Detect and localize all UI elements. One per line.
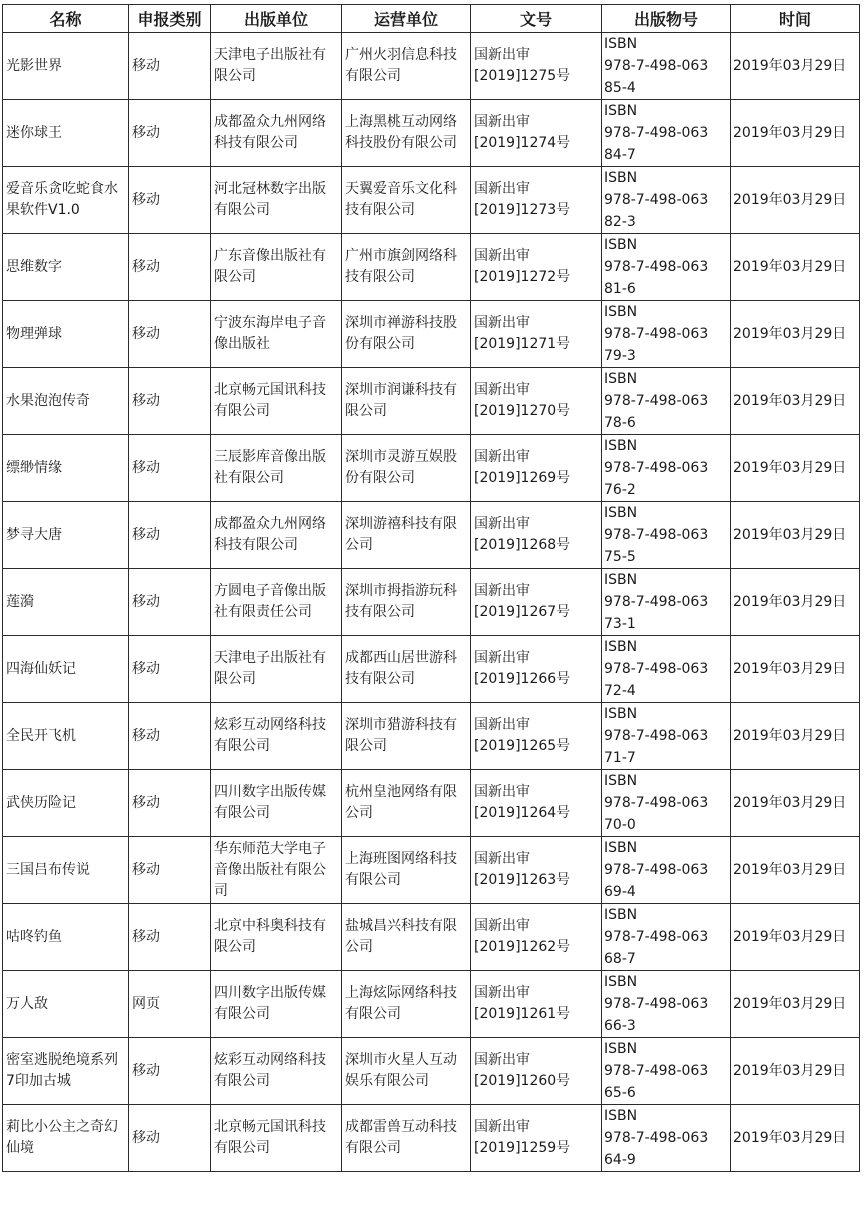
cell-publisher: 宁波东海岸电子音像出版社: [211, 301, 342, 368]
doc-number-prefix: 国新出审: [474, 650, 530, 666]
table-row: [3, 33, 860, 100]
cell-doc-number: [471, 33, 602, 100]
cell-isbn: [602, 837, 731, 904]
cell-date: 2019年03月29日: [731, 100, 860, 167]
cell-operator: 上海班图网络科技有限公司: [342, 837, 471, 904]
cell-operator: 深圳游禧科技有限公司: [342, 502, 471, 569]
cell-isbn: [602, 1105, 731, 1172]
doc-number-prefix: 国新出审: [474, 918, 530, 934]
cell-date: 2019年03月29日: [731, 569, 860, 636]
cell-publisher: 北京中科奥科技有限公司: [211, 904, 342, 971]
doc-number-code: [2019]1271号: [474, 336, 571, 352]
cell-date: 2019年03月29日: [731, 770, 860, 837]
cell-category: 移动: [129, 368, 211, 435]
cell-name: 思维数字: [3, 234, 129, 301]
cell-category: 移动: [129, 770, 211, 837]
doc-number-prefix: 国新出审: [474, 382, 530, 398]
isbn-label: ISBN: [604, 974, 638, 990]
header-category: 申报类别: [129, 5, 211, 33]
cell-name: 光影世界: [3, 33, 129, 100]
isbn-prefix: 978-7-498-063: [604, 326, 709, 342]
cell-date: 2019年03月29日: [731, 368, 860, 435]
doc-number-code: [2019]1261号: [474, 1006, 571, 1022]
cell-operator: 天翼爱音乐文化科技有限公司: [342, 167, 471, 234]
isbn-label: ISBN: [604, 304, 638, 320]
doc-number-code: [2019]1266号: [474, 671, 571, 687]
cell-date: 2019年03月29日: [731, 301, 860, 368]
cell-name: 缥缈情缘: [3, 435, 129, 502]
cell-doc-number: [471, 100, 602, 167]
cell-isbn: [602, 703, 731, 770]
cell-category: 移动: [129, 703, 211, 770]
cell-name: 万人敌: [3, 971, 129, 1038]
cell-doc-number: [471, 301, 602, 368]
doc-number-prefix: 国新出审: [474, 449, 530, 465]
table-body: [3, 33, 860, 1172]
cell-doc-number: [471, 167, 602, 234]
doc-number-code: [2019]1263号: [474, 872, 571, 888]
isbn-label: ISBN: [604, 639, 638, 655]
cell-doc-number: [471, 971, 602, 1038]
isbn-label: ISBN: [604, 237, 638, 253]
cell-publisher: 广东音像出版社有限公司: [211, 234, 342, 301]
table-row: [3, 770, 860, 837]
isbn-label: ISBN: [604, 840, 638, 856]
header-operator: 运营单位: [342, 5, 471, 33]
cell-category: 移动: [129, 301, 211, 368]
isbn-prefix: 978-7-498-063: [604, 795, 709, 811]
isbn-suffix: 66-3: [604, 1018, 636, 1034]
cell-date: 2019年03月29日: [731, 636, 860, 703]
isbn-prefix: 978-7-498-063: [604, 594, 709, 610]
cell-isbn: [602, 636, 731, 703]
isbn-prefix: 978-7-498-063: [604, 1063, 709, 1079]
cell-doc-number: [471, 502, 602, 569]
cell-operator: 成都西山居世游科技有限公司: [342, 636, 471, 703]
doc-number-code: [2019]1265号: [474, 738, 571, 754]
cell-category: 移动: [129, 636, 211, 703]
cell-publisher: 炫彩互动网络科技有限公司: [211, 1038, 342, 1105]
cell-operator: 成都雷兽互动科技有限公司: [342, 1105, 471, 1172]
cell-category: 移动: [129, 502, 211, 569]
doc-number-prefix: 国新出审: [474, 717, 530, 733]
table-header: [3, 5, 860, 33]
cell-category: 移动: [129, 837, 211, 904]
cell-operator: 广州火羽信息科技有限公司: [342, 33, 471, 100]
isbn-label: ISBN: [604, 706, 638, 722]
isbn-suffix: 84-7: [604, 147, 636, 163]
cell-category: 移动: [129, 167, 211, 234]
isbn-suffix: 68-7: [604, 951, 636, 967]
doc-number-prefix: 国新出审: [474, 1052, 530, 1068]
isbn-prefix: 978-7-498-063: [604, 58, 709, 74]
cell-name: 莲漪: [3, 569, 129, 636]
cell-publisher: 四川数字出版传媒有限公司: [211, 770, 342, 837]
table-row: [3, 234, 860, 301]
doc-number-prefix: 国新出审: [474, 114, 530, 130]
cell-date: 2019年03月29日: [731, 435, 860, 502]
doc-number-prefix: 国新出审: [474, 1119, 530, 1135]
cell-isbn: [602, 502, 731, 569]
cell-operator: 深圳市禅游科技股份有限公司: [342, 301, 471, 368]
cell-doc-number: [471, 703, 602, 770]
isbn-prefix: 978-7-498-063: [604, 862, 709, 878]
cell-category: 移动: [129, 234, 211, 301]
isbn-suffix: 75-5: [604, 549, 636, 565]
table-row: [3, 100, 860, 167]
cell-doc-number: [471, 1038, 602, 1105]
cell-publisher: 成都盈众九州网络科技有限公司: [211, 502, 342, 569]
cell-category: 移动: [129, 33, 211, 100]
isbn-prefix: 978-7-498-063: [604, 996, 709, 1012]
cell-doc-number: [471, 569, 602, 636]
cell-publisher: 三辰影库音像出版社有限公司: [211, 435, 342, 502]
doc-number-prefix: 国新出审: [474, 583, 530, 599]
cell-category: 移动: [129, 569, 211, 636]
doc-number-prefix: 国新出审: [474, 315, 530, 331]
isbn-label: ISBN: [604, 36, 638, 52]
cell-operator: 深圳市润谦科技有限公司: [342, 368, 471, 435]
cell-isbn: [602, 904, 731, 971]
isbn-label: ISBN: [604, 505, 638, 521]
cell-publisher: 河北冠林数字出版有限公司: [211, 167, 342, 234]
isbn-label: ISBN: [604, 103, 638, 119]
header-doc-number: 文号: [471, 5, 602, 33]
cell-operator: 上海炫际网络科技有限公司: [342, 971, 471, 1038]
cell-operator: 深圳市火星人互动娱乐有限公司: [342, 1038, 471, 1105]
cell-date: 2019年03月29日: [731, 1038, 860, 1105]
doc-number-code: [2019]1267号: [474, 604, 571, 620]
cell-isbn: [602, 971, 731, 1038]
isbn-prefix: 978-7-498-063: [604, 929, 709, 945]
cell-operator: 深圳市猎游科技有限公司: [342, 703, 471, 770]
doc-number-code: [2019]1272号: [474, 269, 571, 285]
cell-doc-number: [471, 435, 602, 502]
isbn-prefix: 978-7-498-063: [604, 728, 709, 744]
cell-name: 三国吕布传说: [3, 837, 129, 904]
table-row: [3, 301, 860, 368]
cell-publisher: 天津电子出版社有限公司: [211, 636, 342, 703]
isbn-suffix: 85-4: [604, 80, 636, 96]
isbn-suffix: 65-6: [604, 1085, 636, 1101]
table-row: [3, 368, 860, 435]
cell-isbn: [602, 1038, 731, 1105]
cell-operator: 杭州皇池网络有限公司: [342, 770, 471, 837]
isbn-suffix: 81-6: [604, 281, 636, 297]
doc-number-prefix: 国新出审: [474, 248, 530, 264]
table-row: [3, 1038, 860, 1105]
header-row: [3, 5, 860, 33]
isbn-suffix: 78-6: [604, 415, 636, 431]
isbn-suffix: 79-3: [604, 348, 636, 364]
cell-category: 移动: [129, 435, 211, 502]
isbn-prefix: 978-7-498-063: [604, 460, 709, 476]
doc-number-code: [2019]1262号: [474, 939, 571, 955]
isbn-suffix: 73-1: [604, 616, 636, 632]
isbn-prefix: 978-7-498-063: [604, 661, 709, 677]
cell-isbn: [602, 368, 731, 435]
cell-operator: 盐城昌兴科技有限公司: [342, 904, 471, 971]
cell-date: 2019年03月29日: [731, 971, 860, 1038]
cell-category: 移动: [129, 904, 211, 971]
header-publisher: 出版单位: [211, 5, 342, 33]
cell-name: 物理弹球: [3, 301, 129, 368]
table-row: [3, 971, 860, 1038]
doc-number-code: [2019]1259号: [474, 1140, 571, 1156]
cell-isbn: [602, 569, 731, 636]
isbn-prefix: 978-7-498-063: [604, 192, 709, 208]
cell-doc-number: [471, 837, 602, 904]
table-row: [3, 703, 860, 770]
cell-name: 全民开飞机: [3, 703, 129, 770]
cell-operator: 深圳市灵游互娱股份有限公司: [342, 435, 471, 502]
doc-number-code: [2019]1270号: [474, 403, 571, 419]
table-row: [3, 502, 860, 569]
cell-isbn: [602, 234, 731, 301]
cell-isbn: [602, 33, 731, 100]
cell-date: 2019年03月29日: [731, 1105, 860, 1172]
isbn-suffix: 71-7: [604, 750, 636, 766]
cell-name: 武侠历险记: [3, 770, 129, 837]
cell-isbn: [602, 167, 731, 234]
cell-category: 移动: [129, 1038, 211, 1105]
cell-publisher: 方圆电子音像出版社有限责任公司: [211, 569, 342, 636]
cell-name: 梦寻大唐: [3, 502, 129, 569]
cell-isbn: [602, 301, 731, 368]
cell-publisher: 北京畅元国讯科技有限公司: [211, 368, 342, 435]
doc-number-prefix: 国新出审: [474, 516, 530, 532]
cell-date: 2019年03月29日: [731, 167, 860, 234]
approval-table: [2, 4, 860, 1172]
table-row: [3, 837, 860, 904]
table-row: [3, 1105, 860, 1172]
cell-doc-number: [471, 636, 602, 703]
cell-isbn: [602, 435, 731, 502]
isbn-label: ISBN: [604, 1108, 638, 1124]
table-row: [3, 167, 860, 234]
cell-publisher: 四川数字出版传媒有限公司: [211, 971, 342, 1038]
isbn-suffix: 82-3: [604, 214, 636, 230]
doc-number-prefix: 国新出审: [474, 985, 530, 1001]
isbn-prefix: 978-7-498-063: [604, 393, 709, 409]
table-row: [3, 636, 860, 703]
cell-operator: 上海黑桃互动网络科技股份有限公司: [342, 100, 471, 167]
isbn-suffix: 64-9: [604, 1152, 636, 1168]
cell-isbn: [602, 100, 731, 167]
cell-operator: 深圳市拇指游玩科技有限公司: [342, 569, 471, 636]
cell-name: 迷你球王: [3, 100, 129, 167]
table-row: [3, 435, 860, 502]
isbn-label: ISBN: [604, 371, 638, 387]
doc-number-code: [2019]1269号: [474, 470, 571, 486]
isbn-prefix: 978-7-498-063: [604, 259, 709, 275]
cell-date: 2019年03月29日: [731, 703, 860, 770]
cell-category: 移动: [129, 1105, 211, 1172]
doc-number-prefix: 国新出审: [474, 784, 530, 800]
doc-number-code: [2019]1260号: [474, 1073, 571, 1089]
doc-number-prefix: 国新出审: [474, 47, 530, 63]
isbn-suffix: 69-4: [604, 884, 636, 900]
cell-doc-number: [471, 368, 602, 435]
cell-doc-number: [471, 1105, 602, 1172]
cell-publisher: 华东师范大学电子音像出版社有限公司: [211, 837, 342, 904]
cell-category: 移动: [129, 100, 211, 167]
doc-number-code: [2019]1275号: [474, 68, 571, 84]
cell-publisher: 炫彩互动网络科技有限公司: [211, 703, 342, 770]
doc-number-prefix: 国新出审: [474, 181, 530, 197]
doc-number-prefix: 国新出审: [474, 851, 530, 867]
isbn-label: ISBN: [604, 907, 638, 923]
doc-number-code: [2019]1274号: [474, 135, 571, 151]
cell-operator: 广州市旗剑网络科技有限公司: [342, 234, 471, 301]
doc-number-code: [2019]1273号: [474, 202, 571, 218]
isbn-prefix: 978-7-498-063: [604, 125, 709, 141]
cell-publisher: 成都盈众九州网络科技有限公司: [211, 100, 342, 167]
cell-name: 四海仙妖记: [3, 636, 129, 703]
cell-publisher: 天津电子出版社有限公司: [211, 33, 342, 100]
cell-date: 2019年03月29日: [731, 837, 860, 904]
cell-doc-number: [471, 234, 602, 301]
cell-name: 爱音乐贪吃蛇食水果软件V1.0: [3, 167, 129, 234]
doc-number-code: [2019]1268号: [474, 537, 571, 553]
cell-category: 网页: [129, 971, 211, 1038]
cell-date: 2019年03月29日: [731, 502, 860, 569]
isbn-label: ISBN: [604, 170, 638, 186]
header-isbn: 出版物号: [602, 5, 731, 33]
cell-name: 咕咚钓鱼: [3, 904, 129, 971]
table-row: [3, 904, 860, 971]
isbn-prefix: 978-7-498-063: [604, 527, 709, 543]
cell-name: 密室逃脱绝境系列7印加古城: [3, 1038, 129, 1105]
cell-name: 莉比小公主之奇幻仙境: [3, 1105, 129, 1172]
cell-date: 2019年03月29日: [731, 234, 860, 301]
cell-doc-number: [471, 770, 602, 837]
cell-doc-number: [471, 904, 602, 971]
isbn-label: ISBN: [604, 1041, 638, 1057]
isbn-suffix: 76-2: [604, 482, 636, 498]
cell-name: 水果泡泡传奇: [3, 368, 129, 435]
cell-isbn: [602, 770, 731, 837]
isbn-prefix: 978-7-498-063: [604, 1130, 709, 1146]
cell-date: 2019年03月29日: [731, 904, 860, 971]
isbn-label: ISBN: [604, 773, 638, 789]
doc-number-code: [2019]1264号: [474, 805, 571, 821]
header-name: 名称: [3, 5, 129, 33]
isbn-suffix: 70-0: [604, 817, 636, 833]
cell-date: 2019年03月29日: [731, 33, 860, 100]
isbn-label: ISBN: [604, 438, 638, 454]
cell-publisher: 北京畅元国讯科技有限公司: [211, 1105, 342, 1172]
table-row: [3, 569, 860, 636]
header-date: 时间: [731, 5, 860, 33]
isbn-label: ISBN: [604, 572, 638, 588]
isbn-suffix: 72-4: [604, 683, 636, 699]
